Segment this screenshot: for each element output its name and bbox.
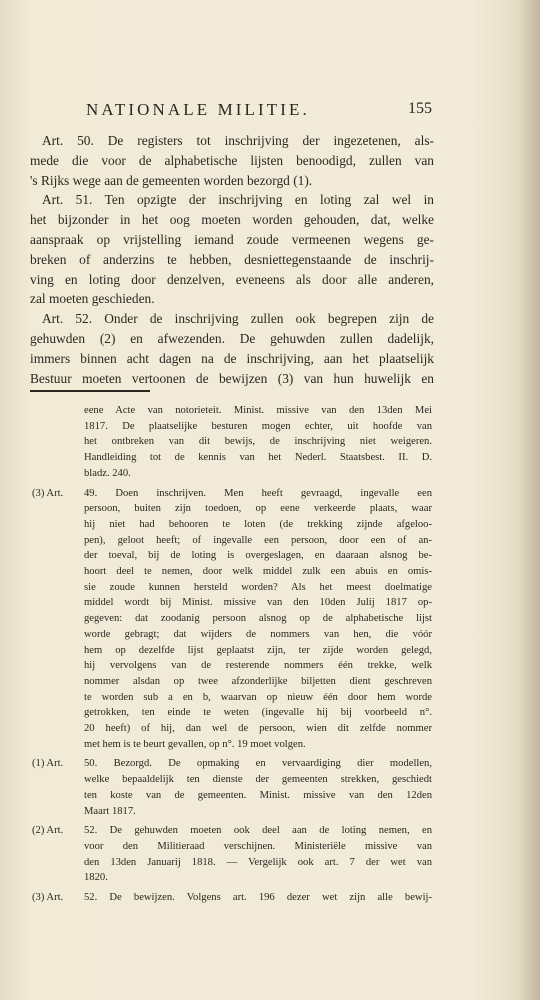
footnote-line: welke bepaaldelijk ten dienste der gemeenten strekken, geschiedt xyxy=(84,774,432,786)
footnote-line: den 13den Januarij 1818. — Vergelijk ook art. 7 der wet van xyxy=(84,856,432,868)
footnote-line: worde gebragt; dat wijders de nommers van hen, die vóór xyxy=(84,628,432,640)
footnote-line: pen), geloot heeft; of ingevalle een persoon, door een of an- xyxy=(84,534,432,546)
footnote-line: met hem is te beurt gevallen, op n°. 19 moet volgen. xyxy=(84,738,306,750)
footnote-line: der toeval, bij de loting is overgeslagen, en daaraan alsnog be- xyxy=(84,550,432,562)
footnote-line: het ontbreken van dit bewijs, de inschrijving niet weigeren. xyxy=(84,436,432,448)
text-line: Art. 51. Ten opzigte der inschrijving en loting zal wel in xyxy=(42,192,434,208)
footnote-line: te worden sub a en b, waarvan op nieuw één door hem worde xyxy=(84,691,432,703)
footnote-line: 52. De gehuwden moeten ook deel aan de loting nemen, en xyxy=(84,825,432,837)
footnote-line: 1817. De plaatselijke besturen mogen echter, uit hoofde van xyxy=(84,420,432,432)
page-number: 155 xyxy=(408,100,432,117)
text-line: 's Rijks wege aan de gemeenten worden bezorgd (1). xyxy=(30,172,313,188)
text-line: Art. 50. De registers tot inschrijving der ingezetenen, als- xyxy=(42,133,434,148)
footnote-marker: (1) Art. xyxy=(32,758,64,770)
footnote-1 xyxy=(32,756,432,772)
footnote-line: hem op dezelfde lijst geplaatst zijn, ter zijde worden gelegd, xyxy=(84,644,432,656)
footnote-line: voor den Militieraad verschijnen. Ministeriële missive van xyxy=(84,840,432,852)
footnote-line: 49. Doen inschrijven. Men heeft gevraagd, ingevalle een xyxy=(84,487,432,499)
text-line: mede die voor de alphabetische lijsten benoodigd, zullen van xyxy=(30,152,434,168)
footnote-line: 20 heeft) of hij, dan wel de persoon, wien dit zelfde nommer xyxy=(84,723,432,735)
text-line: breken of anderzins te hebben, desniettegenstaande de inschrij- xyxy=(30,251,434,267)
text-line: aanspraak op vrijstelling iemand zoude vermeenen wegens ge- xyxy=(30,231,434,247)
footnote-line: ten koste van de gemeenten. Minist. missive van den 12den xyxy=(84,789,432,801)
text-line: ving en loting door denzelven, eveneens als door alle anderen, xyxy=(30,271,434,287)
footnote-line: bladz. 240. xyxy=(84,467,131,479)
footnote-line: sie zoude kunnen hersteld worden? Als het meest doelmatige xyxy=(84,581,432,593)
footnote-line: persoon, buiten zijn toedoen, op eene verkeerde plaats, waar xyxy=(84,503,432,515)
running-title: NATIONALE MILITIE. xyxy=(86,100,310,119)
footnote-line: gegeven: dat zoodanig persoon alsnog op de alphabetische lijst xyxy=(84,613,432,625)
footnote-3-art49 xyxy=(32,486,432,502)
footnote-3-art52 xyxy=(32,890,432,906)
footnote-marker: (3) Art. xyxy=(32,892,64,904)
text-line: Art. 52. Onder de inschrijving zullen ook begrepen zijn de xyxy=(42,311,434,327)
footnote-line: 52. De bewijzen. Volgens art. 196 dezer wet zijn alle bewij- xyxy=(84,892,432,904)
footnote-line: hoort deel te nemen, door welk middel zulk een abuis en omis- xyxy=(84,566,432,578)
footnote-line: middel wordt bij Minist. missive van den 10den Julij 1817 op- xyxy=(84,597,432,609)
page-gutter-shadow xyxy=(518,0,540,1000)
footnote-line: getrokken, ten einde te weten (ingevalle hij bij voorbeeld n°. xyxy=(84,707,432,719)
footnote-line: 1820. xyxy=(84,872,108,884)
footnotes xyxy=(32,403,432,906)
footnote-line: Maart 1817. xyxy=(84,805,136,817)
footnote-line: nommer alsdan op twee afzonderlijke biljetten dient geschreven xyxy=(84,675,432,687)
footnote-marker: (2) Art. xyxy=(32,825,64,837)
footnote-line: hij vervolgens van de resterende nommers één trekke, welk xyxy=(84,660,432,672)
footnote-line: eene Acte van notorieteit. Minist. missive van den 13den Mei xyxy=(84,405,432,416)
text-line: immers binnen acht dagen na de inschrijving, aan het plaatselijk xyxy=(30,350,434,366)
footnote-line: hij niet had behooren te loten (de trekking zijnde afgeloo- xyxy=(84,518,432,530)
text-line: het bijzonder in het oog moeten worden gehouden, dat, welke xyxy=(30,212,434,228)
page-header xyxy=(86,100,432,124)
footnote-line: Handleiding tot de kennis van het Nederl. Staatsbest. II. D. xyxy=(84,452,432,464)
footnote-divider xyxy=(30,390,150,392)
footnote-marker: (3) Art. xyxy=(32,487,64,499)
text-line: Bestuur moeten vertoonen de bewijzen (3) van hun huwelijk en xyxy=(30,370,434,386)
footnote-2 xyxy=(32,823,432,839)
footnote-line: 50. Bezorgd. De opmaking en vervaardiging dier modellen, xyxy=(84,758,432,770)
main-text xyxy=(30,131,434,388)
text-line: gehuwden (2) en afwezenden. De gehuwden zullen dadelijk, xyxy=(30,330,434,346)
text-line: zal moeten geschieden. xyxy=(30,291,155,307)
